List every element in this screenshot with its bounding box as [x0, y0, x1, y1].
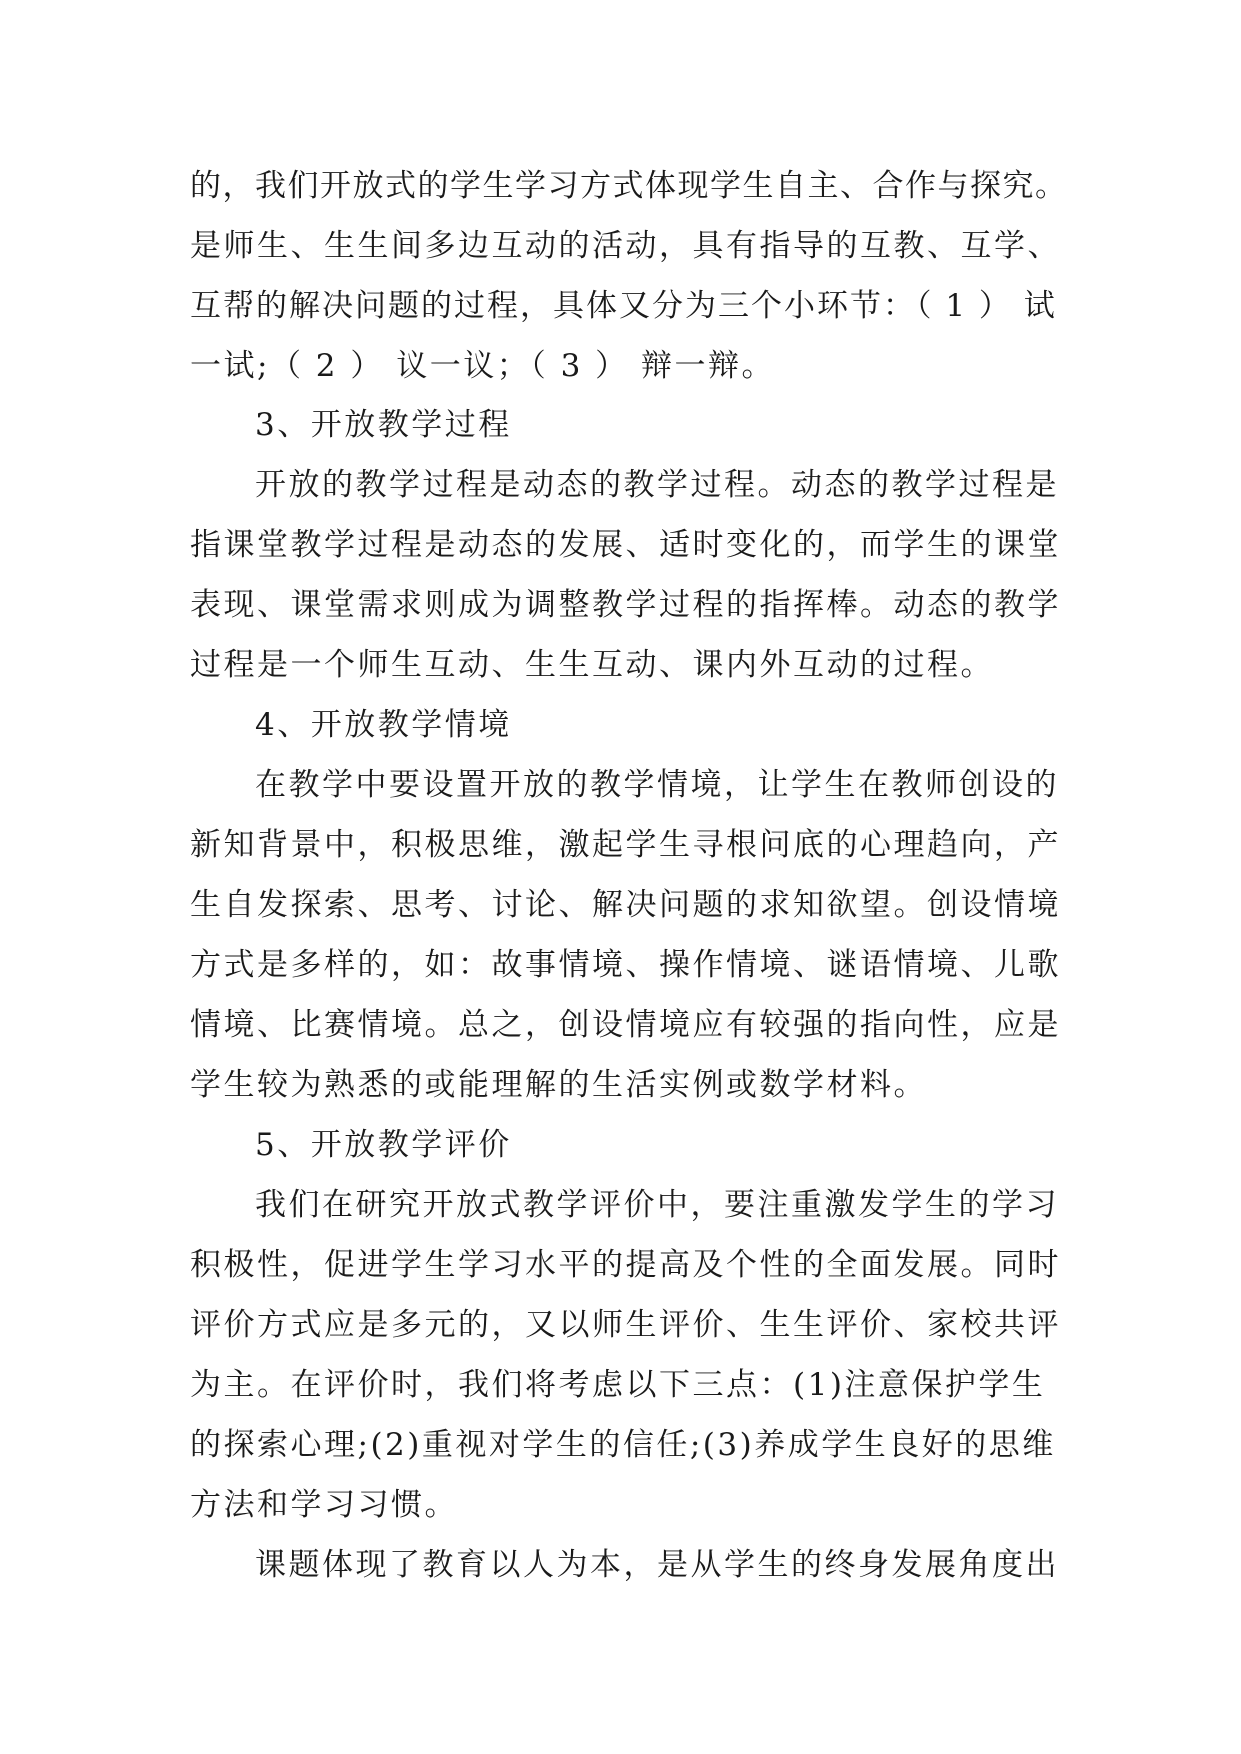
paragraph-line: 情境、比赛情境。总之，创设情境应有较强的指向性，应是: [190, 1007, 1061, 1043]
paragraph-line: 一试;（ 2 ） 议一议；（ 3 ） 辩一辩。: [190, 348, 776, 384]
paragraph-line: 在教学中要设置开放的教学情境，让学生在教师创设的: [255, 767, 1059, 803]
paragraph-line: 生自发探索、思考、讨论、解决问题的求知欲望。创设情境: [190, 887, 1061, 923]
section-heading: 4、开放教学情境: [255, 707, 512, 743]
paragraph-line: 表现、课堂需求则成为调整教学过程的指挥棒。动态的教学: [190, 587, 1061, 623]
paragraph-line: 开放的教学过程是动态的教学过程。动态的教学过程是: [255, 467, 1059, 503]
section-heading: 5、开放教学评价: [255, 1127, 512, 1163]
paragraph-line: 学生较为熟悉的或能理解的生活实例或数学材料。: [190, 1067, 927, 1103]
paragraph-line: 是师生、生生间多边互动的活动，具有指导的互教、互学、: [190, 228, 1061, 264]
paragraph-line: 互帮的解决问题的过程，具体又分为三个小环节：（ 1 ） 试: [190, 288, 1057, 324]
paragraph-line: 过程是一个师生互动、生生互动、课内外互动的过程。: [190, 647, 994, 683]
section-heading: 3、开放教学过程: [255, 407, 512, 443]
paragraph-line: 的，我们开放式的学生学习方式体现学生自主、合作与探究。: [190, 168, 1068, 204]
paragraph-line: 指课堂教学过程是动态的发展、适时变化的，而学生的课堂: [190, 527, 1061, 563]
paragraph-line: 新知背景中，积极思维，激起学生寻根问底的心理趋向，产: [190, 827, 1061, 863]
paragraph-line: 方法和学习习惯。: [190, 1487, 458, 1523]
paragraph-line: 为主。在评价时，我们将考虑以下三点：(1)注意保护学生: [190, 1367, 1046, 1403]
paragraph-line: 课题体现了教育以人为本，是从学生的终身发展角度出: [255, 1547, 1059, 1583]
paragraph-line: 评价方式应是多元的，又以师生评价、生生评价、家校共评: [190, 1307, 1061, 1343]
paragraph-line: 积极性，促进学生学习水平的提高及个性的全面发展。同时: [190, 1247, 1061, 1283]
paragraph-line: 我们在研究开放式教学评价中，要注重激发学生的学习: [255, 1187, 1059, 1223]
paragraph-line: 的探索心理;(2)重视对学生的信任;(3)养成学生良好的思维: [190, 1427, 1056, 1463]
paragraph-line: 方式是多样的，如：故事情境、操作情境、谜语情境、儿歌: [190, 947, 1061, 983]
